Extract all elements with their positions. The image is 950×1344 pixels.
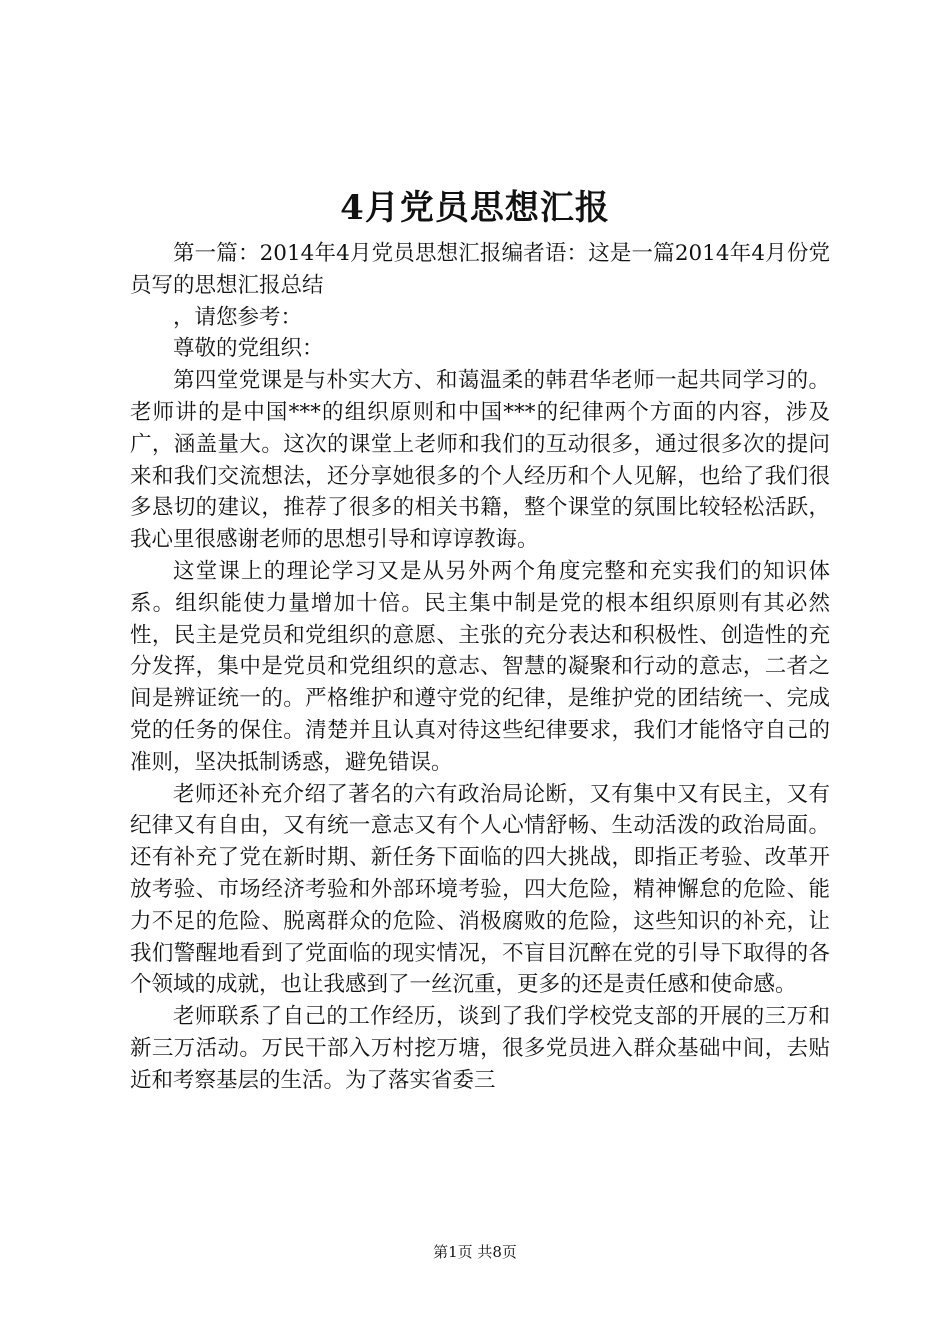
paragraph-intro: 第一篇：2014年4月党员思想汇报编者语：这是一篇2014年4月份党员写的思想汇报总结 <box>130 241 830 298</box>
paragraph-supplement: 老师还补充介绍了著名的六有政治局论断，又有集中又有民主，又有纪律又有自由，又有统一意志又有个人心情舒畅、生动活泼的政治局面。还有补充了党在新时期、新任务下面临的四大挑战，即指正考验、改革开放考验、市场经济考验和外部环境考验，四大危险，精神懈怠的危险、能力不足的危险、脱离群众的危险、消极腐败的危险，这些知识的补充，让我们警醒地看到了党面临的现实情况，不盲目沉醉在党的引导下取得的各个领域的成就，也让我感到了一丝沉重，更多的还是责任感和使命感。 <box>130 781 830 998</box>
paragraph-reference-note: ，请您参考： <box>173 304 303 330</box>
paragraph-lesson-four: 第四堂党课是与朴实大方、和蔼温柔的韩君华老师一起共同学习的。老师讲的是中国***的组织原则和中国***的纪律两个方面的内容，涉及广，涵盖量大。这次的课堂上老师和我们的互动很多，通过很多次的提问来和我们交流想法，还分享她很多的个人经历和个人见解，也给了我们很多恳切的建议，推荐了很多的相关书籍，整个课堂的氛围比较轻松活跃，我心里很感谢老师的思想引导和谆谆教诲。 <box>130 368 830 553</box>
paragraph-theory-study: 这堂课上的理论学习又是从另外两个角度完整和充实我们的知识体系。组织能使力量增加十倍。民主集中制是党的根本组织原则有其必然性，民主是党员和党组织的意愿、主张的充分表达和积极性、创造性的充分发挥，集中是党员和党组织的意志、智慧的凝聚和行动的意志，二者之间是辨证统一的。严格维护和遵守党的纪律，是维护党的团结统一、完成党的任务的保住。清楚并且认真对待这些纪律要求，我们才能恪守自己的准则，坚决抵制诱惑，避免错误。 <box>130 558 830 775</box>
document-title: 4月党员思想汇报 <box>340 188 610 228</box>
paragraph-salutation: 尊敬的党组织： <box>173 336 324 362</box>
page-number-footer: 第1页 共8页 <box>433 1243 517 1261</box>
paragraph-work-experience: 老师联系了自己的工作经历，谈到了我们学校党支部的开展的三万和新三万活动。万民干部入万村挖万塘，很多党员进入群众基础中间，去贴近和考察基层的生活。为了落实省委三 <box>130 1004 830 1093</box>
document-body <box>130 238 830 1097</box>
